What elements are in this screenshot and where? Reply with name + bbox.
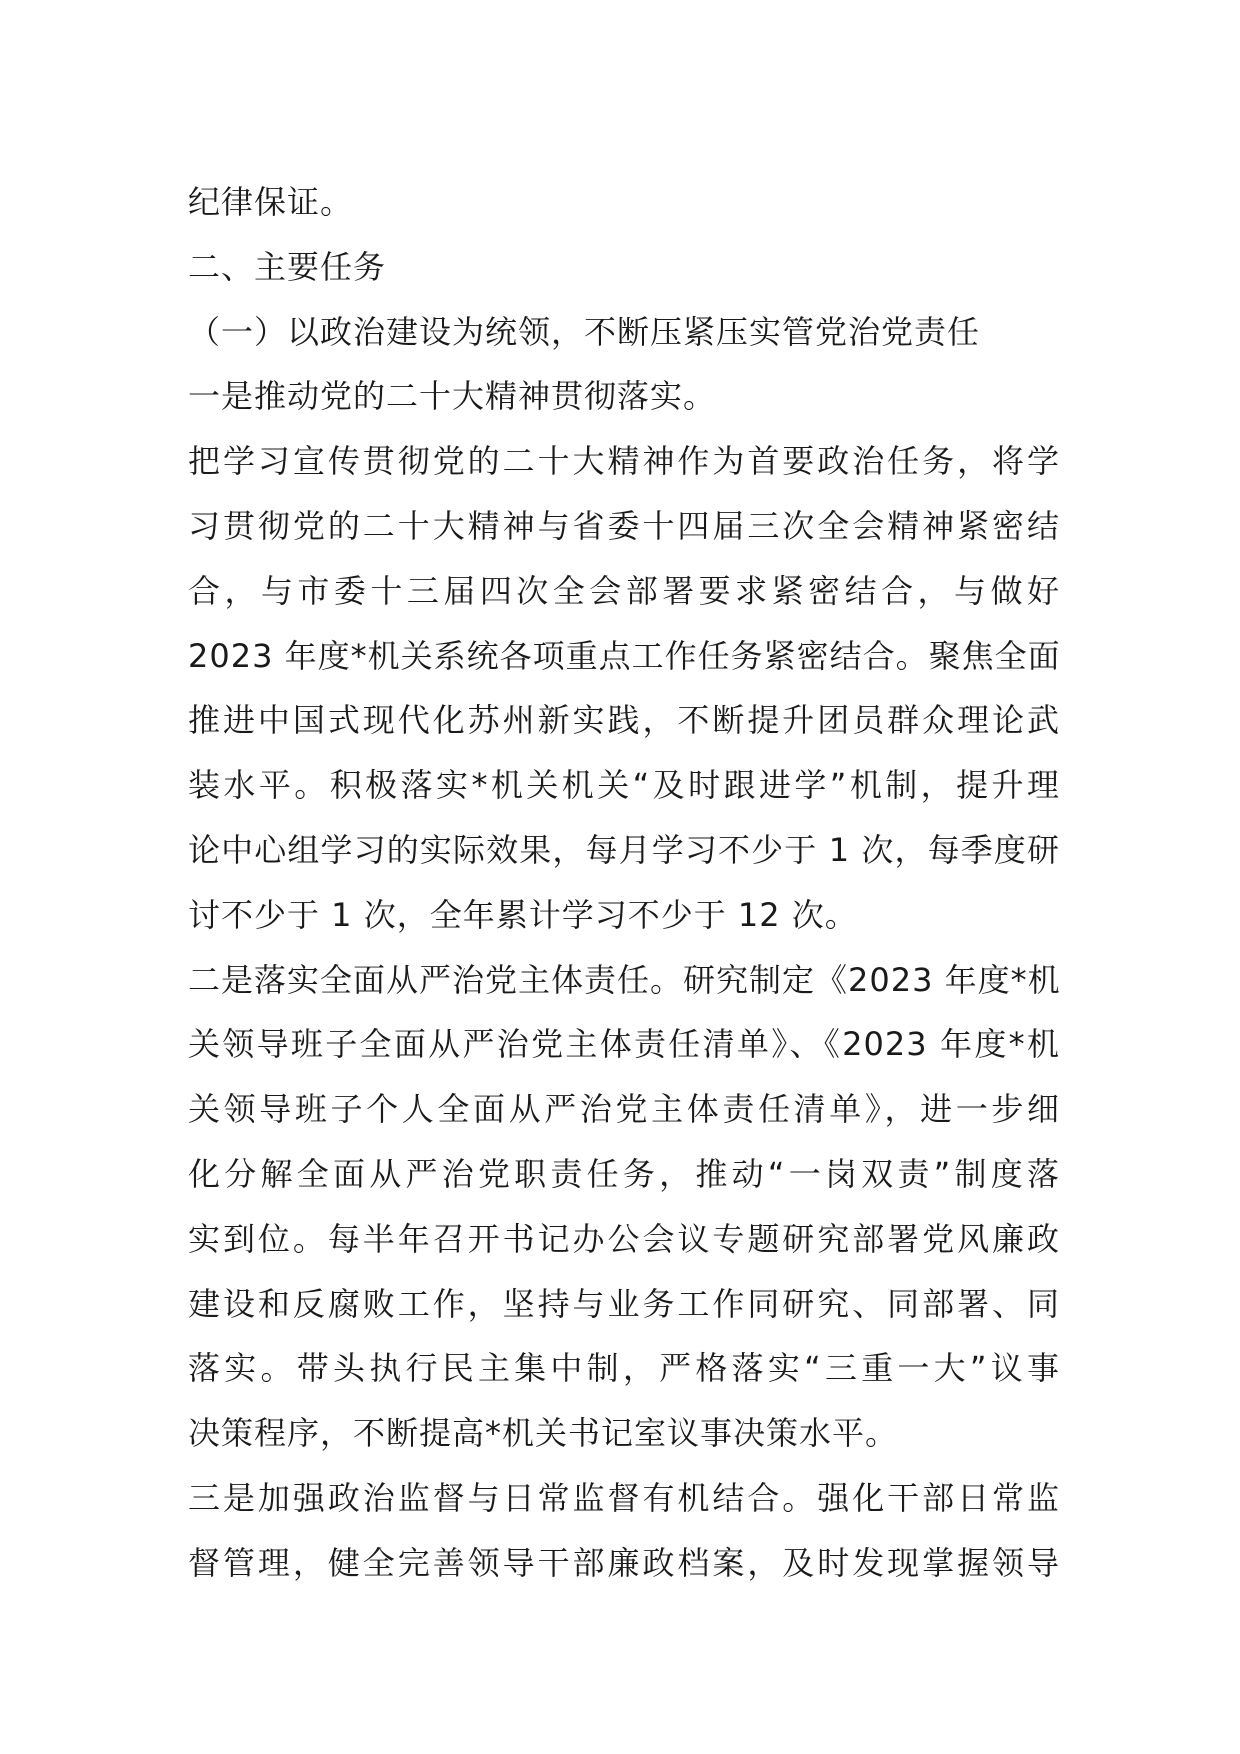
paragraph-2-line: 关领导班子个人全面从严治党主体责任清单》，进一步细 xyxy=(188,1090,1060,1129)
paragraph-2-line: 建设和反腐败工作，坚持与业务工作同研究、同部署、同 xyxy=(188,1284,1060,1323)
paragraph-1-line-last: 讨不少于 1 次，全年累计学习不少于 12 次。 xyxy=(188,895,858,934)
paragraph-line-closing: 纪律保证。 xyxy=(188,183,354,221)
paragraph-1-line: 装水平。积极落实*机关机关“及时跟进学”机制，提升理 xyxy=(188,766,1060,805)
subsection-heading: （一）以政治建设为统领，不断压紧压实管党治党责任 xyxy=(188,312,981,351)
paragraph-2-line: 落实。带头执行民主集中制，严格落实“三重一大”议事 xyxy=(188,1349,1060,1388)
item-heading-1: 一是推动党的二十大精神贯彻落实。 xyxy=(188,377,717,416)
paragraph-1-line: 2023 年度*机关系统各项重点工作任务紧密结合。聚焦全面 xyxy=(188,636,1061,675)
paragraph-1-line: 把学习宣传贯彻党的二十大精神作为首要政治任务，将学 xyxy=(188,442,1060,481)
paragraph-3-line: 三是加强政治监督与日常监督有机结合。强化干部日常监 xyxy=(188,1478,1060,1517)
paragraph-1-line: 论中心组学习的实际效果，每月学习不少于 1 次，每季度研 xyxy=(188,830,1060,869)
paragraph-2-line: 化分解全面从严治党职责任务，推动“一岗双责”制度落 xyxy=(188,1154,1060,1193)
paragraph-2-line: 关领导班子全面从严治党主体责任清单》、《2023 年度*机 xyxy=(188,1025,1060,1064)
section-heading: 二、主要任务 xyxy=(188,247,387,286)
paragraph-2-line: 实到位。每半年召开书记办公会议专题研究部署党风廉政 xyxy=(188,1219,1060,1258)
paragraph-2-line-last: 决策程序，不断提高*机关书记室议事决策水平。 xyxy=(188,1414,899,1453)
paragraph-2-line: 二是落实全面从严治党主体责任。研究制定《2023 年度*机 xyxy=(188,960,1061,999)
paragraph-1-line: 推进中国式现代化苏州新实践，不断提升团员群众理论武 xyxy=(188,701,1060,740)
paragraph-3-line: 督管理，健全完善领导干部廉政档案，及时发现掌握领导 xyxy=(188,1543,1060,1582)
paragraph-1-line: 合，与市委十三届四次全会部署要求紧密结合，与做好 xyxy=(188,571,1060,610)
paragraph-1-line: 习贯彻党的二十大精神与省委十四届三次全会精神紧密结 xyxy=(188,506,1060,545)
document-body xyxy=(188,170,1060,1596)
